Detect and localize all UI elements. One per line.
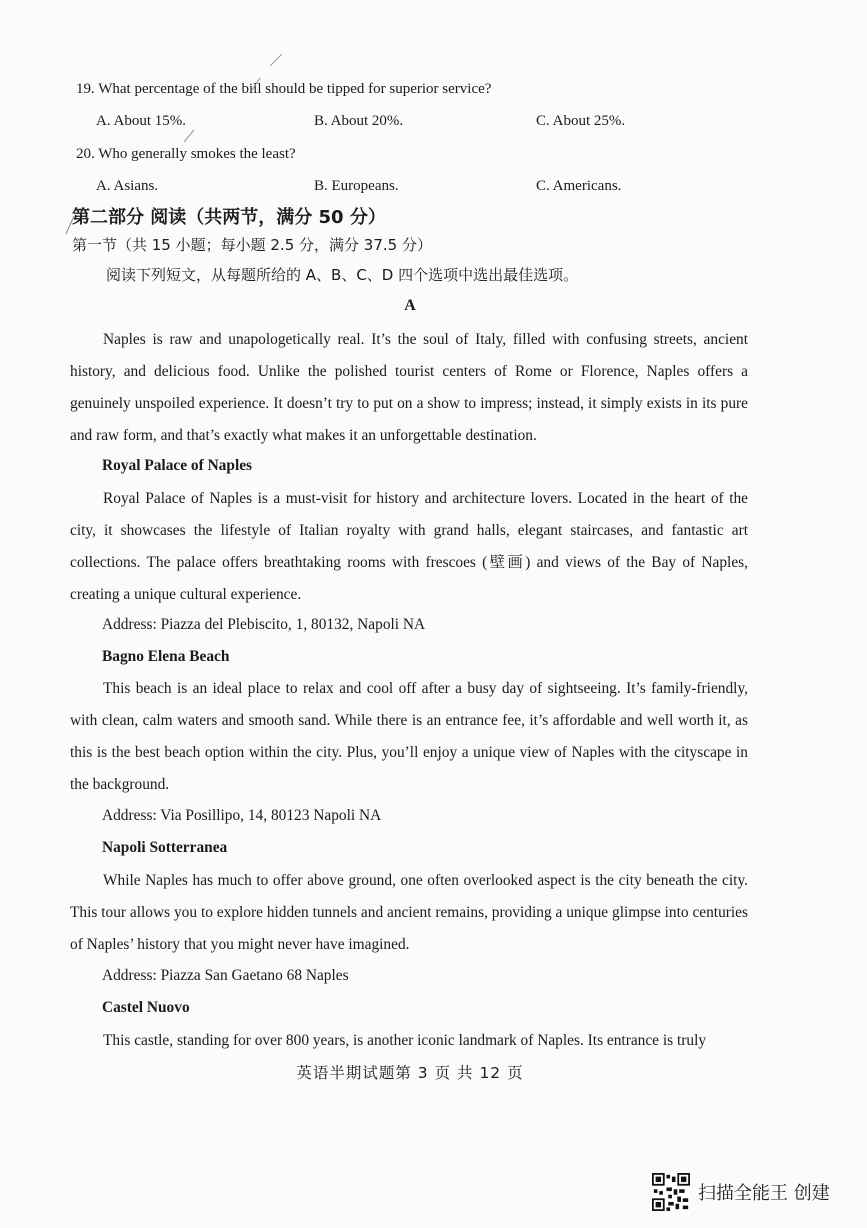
part-two-title: 第二部分 阅读（共两节，满分 50 分） (72, 207, 386, 228)
q19-option-c: C. About 25%. (536, 113, 626, 129)
place-description-bagno-elena: This beach is an ideal place to relax and cool off after a busy day of sightseeing. It’s family-friendly, with clean, calm waters and smooth sand. While there is an entrance fee, it’s affordable and well worth it, as this is the best beach option within the city. Plus, you’ll enjoy a unique view of Naples with the cityscape in the background. (70, 680, 748, 793)
passage-label: A (404, 297, 416, 314)
scanner-watermark-text: 扫描全能王 创建 (698, 1183, 830, 1204)
instructions: 阅读下列短文，从每题所给的 A、B、C、D 四个选项中选出最佳选项。 (106, 266, 579, 284)
passage-intro: Naples is raw and unapologetically real. It’s the soul of Italy, filled with confusing streets, ancient history, and delicious food. Unlike the polished tourist centers of Rome or Florence, Naples offers a genuinely unspoiled experience. It doesn’t try to put on a show to impress; instead, it simply exists in its pure and raw form, and that’s exactly what makes it an unforgettable destination. (70, 331, 748, 444)
q20-option-a: A. Asians. (96, 178, 159, 194)
place-description-castel-nuovo: This castle, standing for over 800 years, is another iconic landmark of Naples. Its entrance is truly (103, 1032, 707, 1049)
pencil-mark-icon (176, 126, 200, 150)
place-heading-royal-palace: Royal Palace of Naples (102, 457, 253, 474)
place-heading-bagno-elena: Bagno Elena Beach (102, 648, 230, 665)
q19-option-b: B. About 20%. (314, 113, 404, 129)
q19-option-a: A. About 15%. (96, 113, 186, 129)
place-address-royal-palace: Address: Piazza del Plebiscito, 1, 80132, Napoli NA (102, 616, 426, 633)
place-address-napoli-sotterranea: Address: Piazza San Gaetano 68 Naples (102, 967, 349, 984)
question-20: 20. Who generally smokes the least? (76, 146, 296, 162)
section-one-title: 第一节（共 15 小题；每小题 2.5 分，满分 37.5 分） (72, 236, 432, 254)
place-description-napoli-sotterranea: While Naples has much to offer above ground, one often overlooked aspect is the city beneath the city. This tour allows you to explore hidden tunnels and ancient remains, providing a unique glimpse into centuries of Naples’ history that you might never have imagined. (70, 872, 748, 953)
pencil-mark-icon (240, 48, 290, 108)
q20-option-b: B. Europeans. (314, 178, 399, 194)
place-address-bagno-elena: Address: Via Posillipo, 14, 80123 Napoli NA (102, 807, 382, 824)
place-heading-napoli-sotterranea: Napoli Sotterranea (102, 839, 228, 856)
place-heading-castel-nuovo: Castel Nuovo (102, 999, 190, 1016)
place-description-royal-palace: Royal Palace of Naples is a must-visit for history and architecture lovers. Located in the heart of the city, it showcases the lifestyle of Italian royalty with grand halls, elegant staircases, and fantastic art collections. The palace offers breathtaking rooms with frescoes (壁画) and views of the Bay of Naples, creating a unique cultural experience. (70, 490, 748, 603)
qr-code-icon (652, 1173, 690, 1211)
q20-option-c: C. Americans. (536, 178, 622, 194)
scanner-watermark (652, 1173, 830, 1211)
question-19: 19. What percentage of the bill should be tipped for superior service? (76, 81, 492, 97)
pencil-mark-icon (58, 212, 82, 242)
page-footer: 英语半期试题第 3 页 共 12 页 (296, 1064, 524, 1082)
